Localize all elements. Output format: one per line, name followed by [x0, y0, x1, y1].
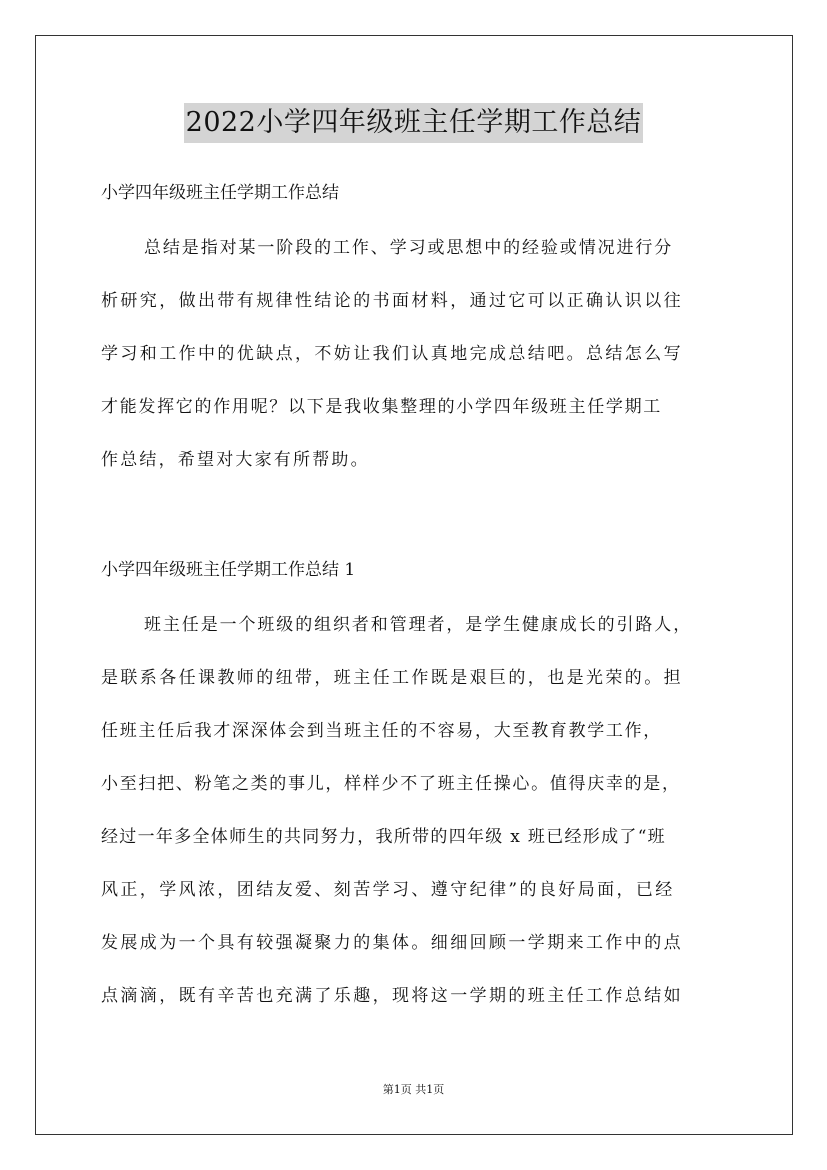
- section-paragraph-line: 风正，学风浓，团结友爱、刻苦学习、遵守纪律”的良好局面，已经: [101, 880, 675, 900]
- section-paragraph-line: 发展成为一个具有较强凝聚力的集体。细细回顾一学期来工作中的点: [101, 933, 683, 953]
- title-container: [0, 103, 827, 143]
- document-title: 2022小学四年级班主任学期工作总结: [184, 103, 644, 143]
- document-subtitle: 小学四年级班主任学期工作总结: [101, 183, 339, 203]
- intro-paragraph-line: 作总结，希望对大家有所帮助。: [101, 450, 370, 470]
- intro-paragraph-line: 析研究，做出带有规律性结论的书面材料，通过它可以正确认识以往: [101, 291, 683, 311]
- section-paragraph-line: 点滴滴，既有辛苦也充满了乐趣，现将这一学期的班主任工作总结如: [101, 986, 683, 1006]
- page-footer: 第1页 共1页: [382, 1083, 445, 1096]
- section-paragraph-line: 班主任是一个班级的组织者和管理者，是学生健康成长的引路人，: [144, 615, 693, 635]
- intro-paragraph-line: 总结是指对某一阶段的工作、学习或思想中的经验或情况进行分: [144, 238, 674, 258]
- section-paragraph-line: 小至扫把、粉笔之类的事儿，样样少不了班主任操心。值得庆幸的是，: [101, 774, 681, 794]
- section-paragraph-line: 任班主任后我才深深体会到当班主任的不容易，大至教育教学工作，: [101, 721, 662, 741]
- intro-paragraph-line: 学习和工作中的优缺点，不妨让我们认真地完成总结吧。总结怎么写: [101, 344, 683, 364]
- intro-paragraph-line: 才能发挥它的作用呢？以下是我收集整理的小学四年级班主任学期工: [101, 397, 662, 417]
- section-heading: 小学四年级班主任学期工作总结 1: [101, 560, 356, 580]
- section-paragraph-line: 是联系各任课教师的纽带，班主任工作既是艰巨的，也是光荣的。担: [101, 668, 683, 688]
- section-paragraph-line: 经过一年多全体师生的共同努力，我所带的四年级 x 班已经形成了“班: [101, 827, 666, 847]
